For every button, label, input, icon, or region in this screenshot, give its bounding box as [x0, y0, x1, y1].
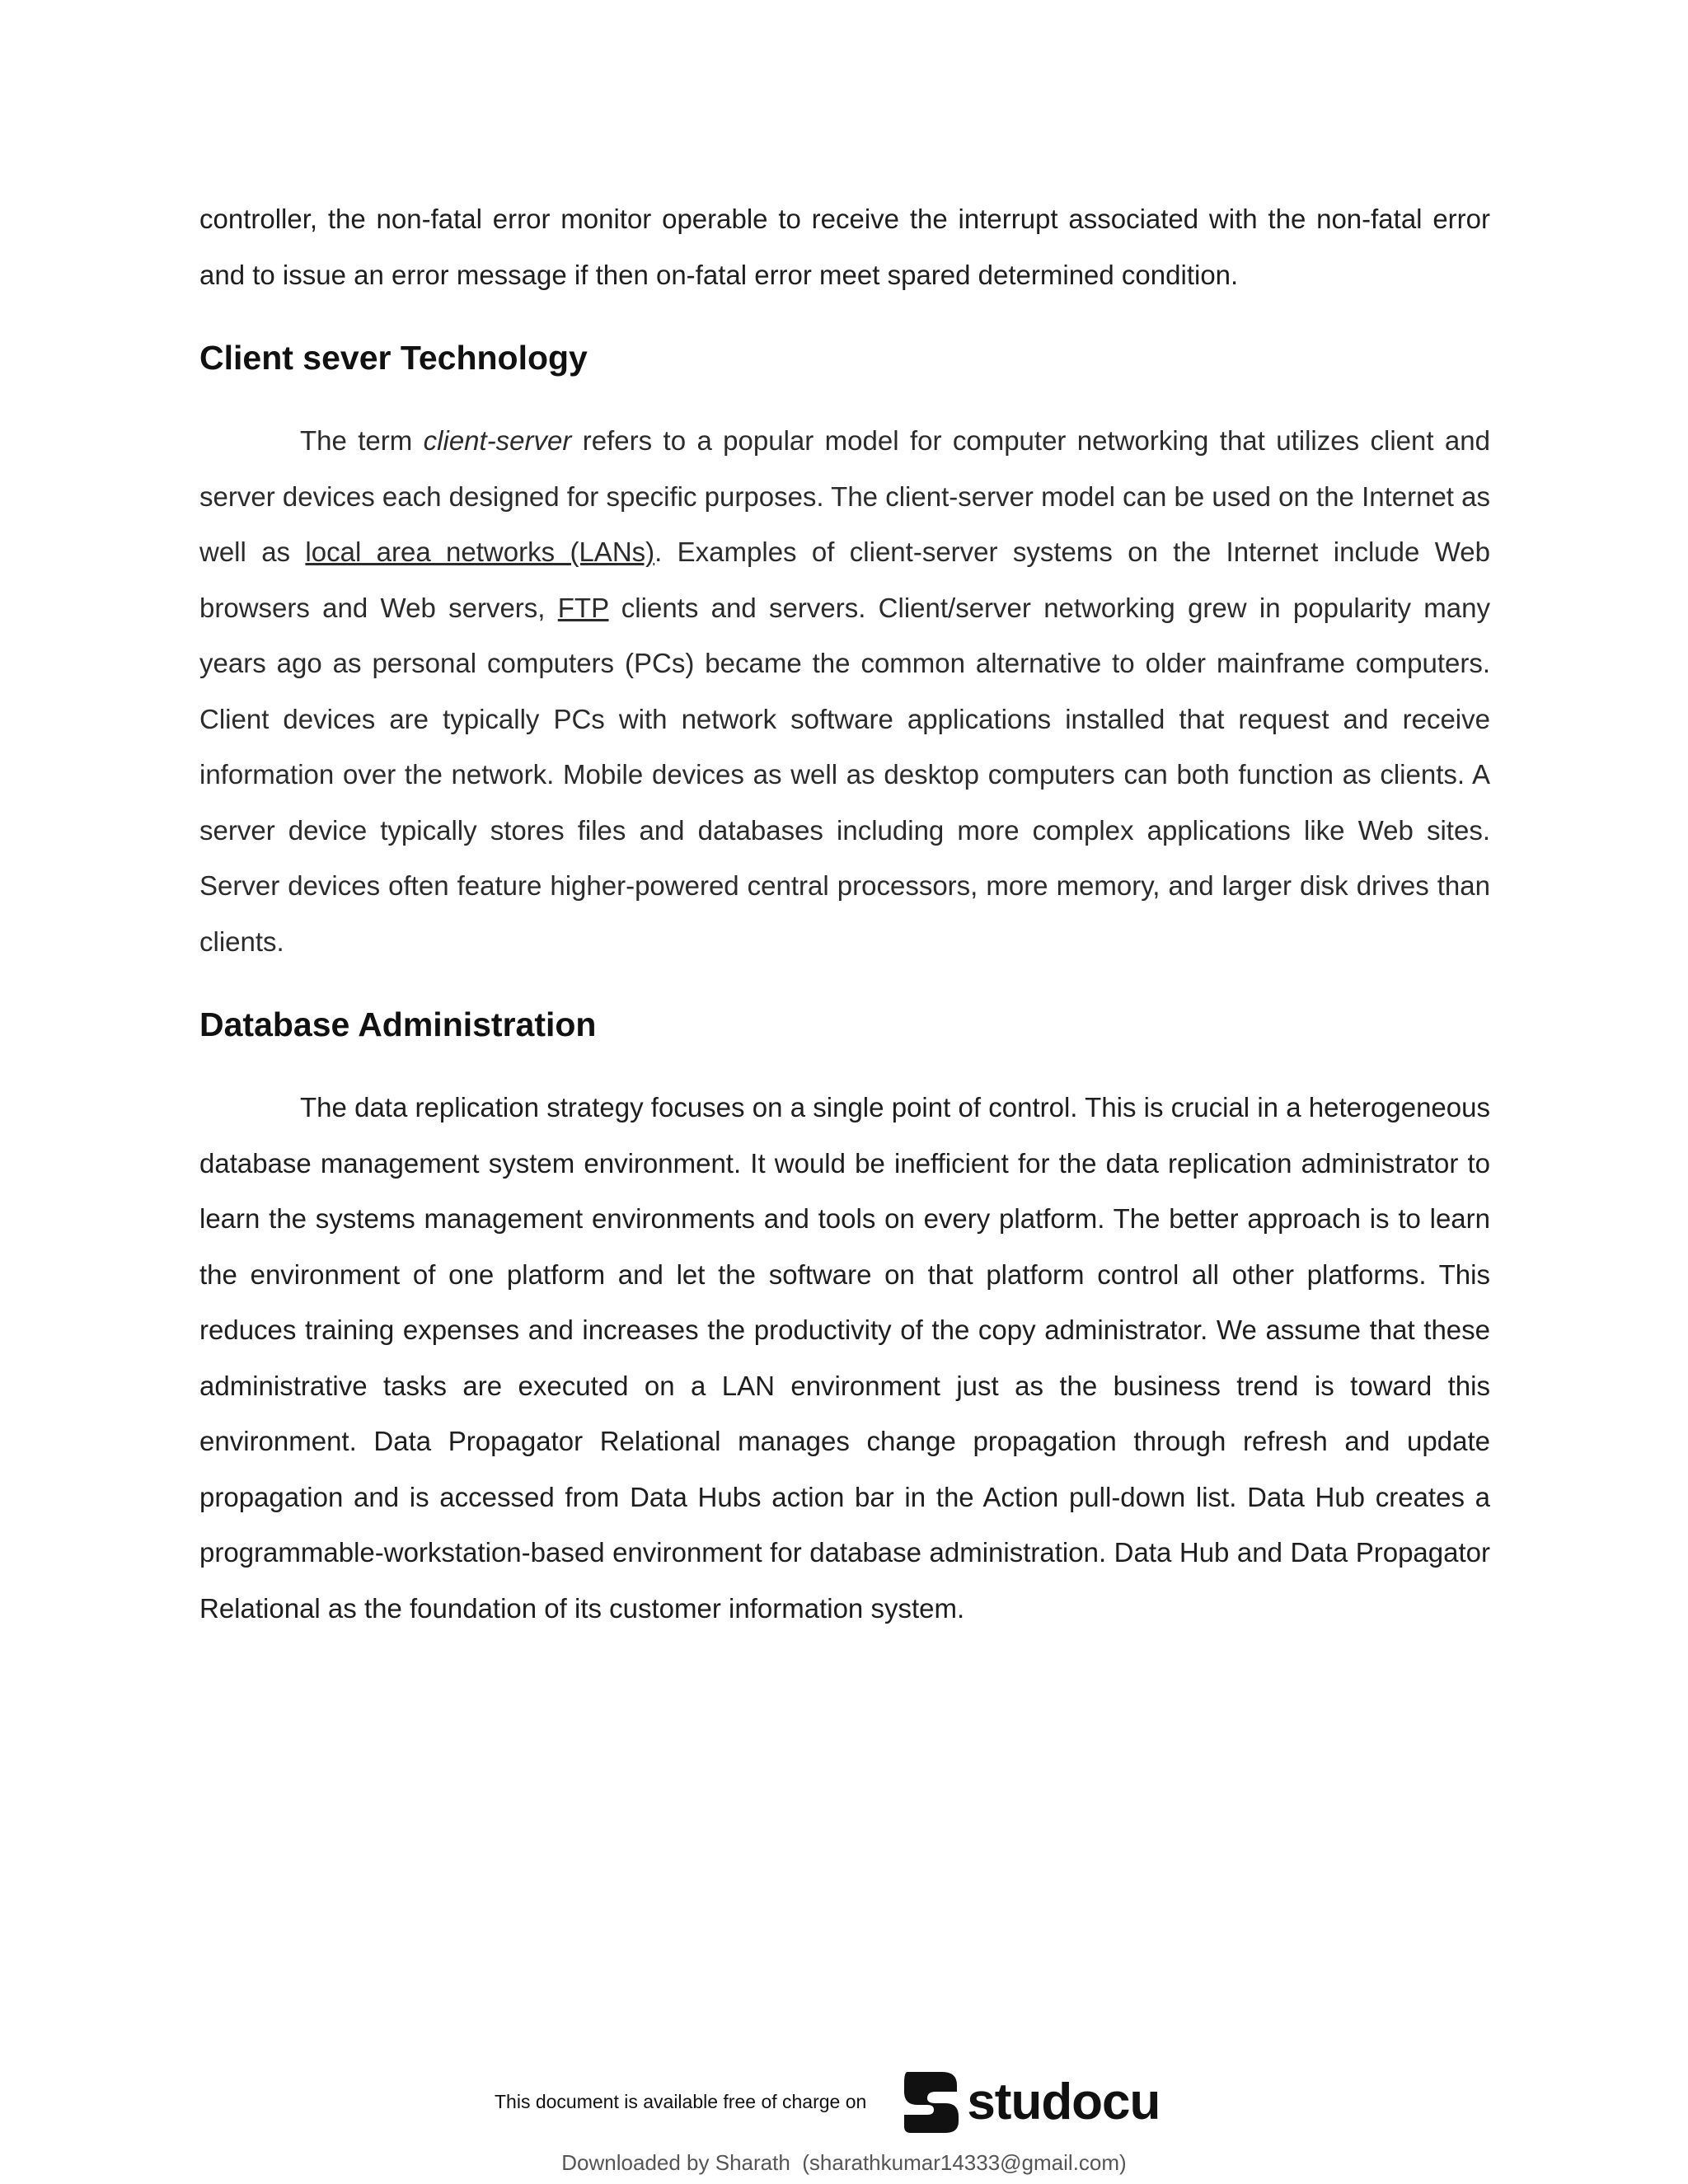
client-server-paragraph: [199, 413, 1490, 969]
italic-term: client-server: [423, 425, 572, 456]
database-administration-paragraph: The data replication strategy focuses on a single point of control. This is crucial in a heterogeneous database management system environment. It would be inefficient for the data replication administrator to learn the systems management environments and tools on every platform. The better approach is to learn the environment of one platform and let the software on that platform control all other platforms. This reduces training expenses and increases the productivity of the copy administrator. We assume that these administrative tasks are executed on a LAN environment just as the business trend is toward this environment. Data Propagator Relational manages change propagation through refresh and update propagation and is accessed from Data Hubs action bar in the Action pull-down list. Data Hub creates a programmable-workstation-based environment for database administration. Data Hub and Data Propagator Relational as the foundation of its customer information system.: [199, 1092, 1490, 1624]
ftp-link[interactable]: FTP: [557, 592, 609, 623]
availability-text: This document is available free of charge on: [495, 2090, 867, 2112]
text-run: refers to a popular model for computer networking that utilizes client and server devices each designed for specific purposes. The client-server model can be used on the Internet as well as: [199, 425, 1490, 567]
section-heading-database-administration: Database Administration: [199, 1005, 597, 1043]
footer-availability-row: [495, 2064, 1160, 2139]
section-heading-client-server: Client sever Technology: [199, 339, 588, 377]
text-run: . Examples of client-server systems on the Internet include Web browsers and Web servers,: [199, 537, 1490, 623]
intro-paragraph: controller, the non-fatal error monitor operable to receive the interrupt associated with the non-fatal error and to issue an error message if then on-fatal error meet spared determined condition.: [199, 204, 1490, 290]
studocu-logo-icon: [899, 2067, 964, 2136]
downloaded-by-text: Downloaded by Sharath (sharathkumar14333@gmail.com): [561, 2150, 1127, 2175]
document-content: [199, 191, 1490, 1636]
text-run: The term: [300, 425, 424, 456]
studocu-logo[interactable]: [899, 2067, 1160, 2136]
studocu-wordmark: studocu: [967, 2073, 1160, 2130]
lans-link[interactable]: local area networks (LANs): [305, 537, 655, 567]
text-run: clients and servers. Client/server networking grew in popularity many years ago as personal computers (PCs) became the common alternative to older mainframe computers. Client devices are typically PCs with network software applications installed that request and receive information over the network. Mobile devices as well as desktop computers can both function as clients. A server device typically stores files and databases including more complex applications like Web sites. Server devices often feature higher-powered central processors, more memory, and larger disk drives than clients.: [199, 592, 1490, 957]
